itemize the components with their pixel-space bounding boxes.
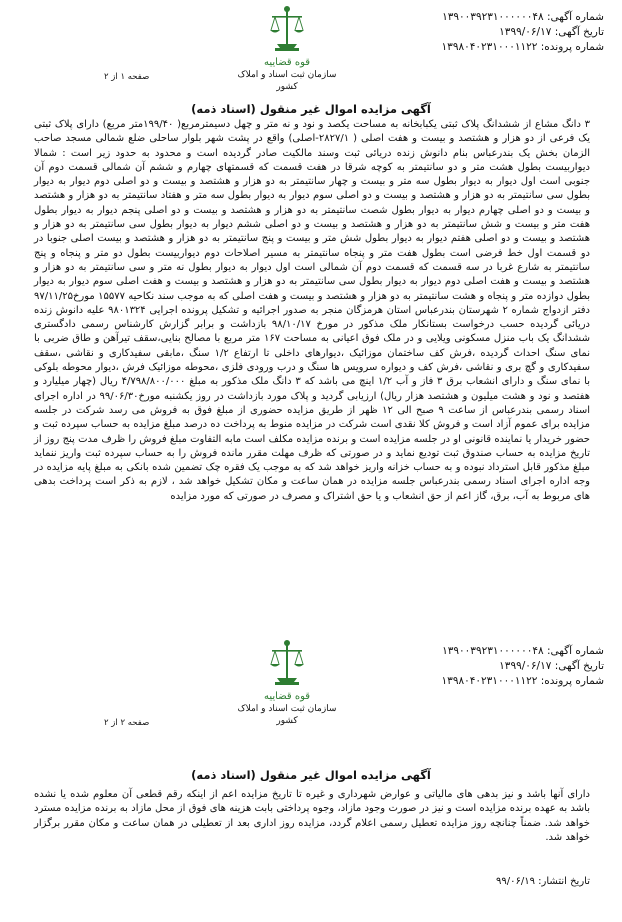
emblem-caption-registry: سازمان ثبت اسناد و املاک کشور [237, 70, 337, 92]
ad-date: تاریخ آگهی: ۱۳۹۹/۰۶/۱۷ [499, 660, 604, 672]
emblem-caption-registry: سازمان ثبت اسناد و املاک کشور [237, 704, 337, 726]
notice1-title: آگهی مزایده اموال غیر منقول (اسناد ذمه) [191, 102, 431, 116]
page-label: صفحه ۱ از ۲ [104, 72, 150, 82]
scales-of-justice-icon [267, 4, 307, 56]
notice2-header [0, 634, 622, 734]
ad-date: تاریخ آگهی: ۱۳۹۹/۰۶/۱۷ [499, 26, 604, 38]
emblem-caption-judiciary: قوه قضاییه [263, 691, 311, 702]
notice1-meta [442, 10, 604, 55]
scales-of-justice-icon [267, 638, 307, 690]
ad-number: شماره آگهی: ۱۳۹۰۰۳۹۲۳۱۰۰۰۰۰۰۴۸ [442, 11, 604, 23]
page-label: صفحه ۲ از ۲ [104, 718, 150, 728]
notice1-header [0, 0, 622, 100]
case-number: شماره پرونده: ۱۳۹۸۰۴۰۲۳۱۰۰۰۱۱۲۲ [441, 41, 604, 53]
ad-number: شماره آگهی: ۱۳۹۰۰۳۹۲۳۱۰۰۰۰۰۰۴۸ [442, 645, 604, 657]
notice2-meta [442, 644, 604, 689]
notice2-title: آگهی مزایده اموال غیر منقول (اسناد ذمه) [191, 768, 431, 782]
notice2-body: دارای آنها باشد و نیز بدهی های مالیاتی و عوارض شهرداری و غیره تا تاریخ مزایده اعم از اینکه رقم قطعی آن معلوم شده یا نشده باشد به عهده برنده مزایده است و نیز در صورت وجود مازاد، وجوه پرداختی بابت هزینه های فوق از محل مازاد به برنده مزایده مسترد خواهد شد. ضمناً چنانچه روز مزایده تعطیل رسمی اعلام گردد، مزایده روز اداری بعد از تعطیلی در همان ساعت و مکان مقرر برگزار خواهد شد. [34, 789, 590, 843]
publish-date: تاریخ انتشار: ۹۹/۰۶/۱۹ [496, 876, 590, 887]
judiciary-emblem [232, 4, 342, 93]
emblem-caption-judiciary: قوه قضاییه [263, 57, 311, 68]
judiciary-emblem [232, 638, 342, 727]
case-number: شماره پرونده: ۱۳۹۸۰۴۰۲۳۱۰۰۰۱۱۲۲ [441, 675, 604, 687]
notice1-body: ۳ دانگ مشاع از ششدانگ پلاک ثبتی یکبابخانه به مساحت یکصد و نود و نه متر و چهل دسیمترمربع( ۱۹۹/۴۰متر مربع) دارای پلاک ثبتی یک فرعی از دو هزار و هشتصد و بیست و هفت اصلی ( ۲۸۲۷/۱-اصلی) واقع در پشت شهر بلوار ساحلی ضلع شمالی مسجد صاحب الزمان بخش یک بندرعباس بنام دانوش زنده دریائی ثبت وسند مالکیت صادر گردیده است و محدود به حدود زیر است : شمالا دیواربیست بطول هشت متر و دو سانتیمتر به کوچه شرقا در هفت قسمت که قسمتهای چهارم و ششم آن شمالی قسمت دوم آن جنوبی است اول دیوار به دیوار بطول سه متر و بیست و چهار سانتیمتر به دو هزار و هشتصد و بیست و دو اصلی دوم دیوار به دیوار بطول سی سانتیمتر به دو هزار و هشتصد و بیست و دو اصلی سوم دیوار به دیوار بطول سه متر و هفتاد سانتیمتر به دو هزار و هشتصد و بیست و دو اصلی چهارم دیوار به دیوار بطول شصت سانتیمتر به دو هزار و هشتصد و بیست و دو اصلی پنجم دیوار به دیوار بطول هفت متر و بیست و شش سانتیمتر به دو هزار و هشتصد و بیست و دو اصلی ششم دیوار به دیوار بطول سی سانتیمتر به دو هزار و هشتصد و بیست و دو اصلی هفتم دیوار به دیوار بطول شش متر و بیست و پنج سانتیمتر به دو هزار و هشتصد و بیست اصلی جنوبا در دو قسمت اول خط فرضی است بطول هفت متر و پنجاه سانتیمتر به مسیر اصلاحات دوم دیواربیست بطول دو متر و پنجاه و پنج سانتیمتر به شارع غربا در سه قسمت که قسمت دوم آن شمالی است اول دیوار به دیوار بطول نه متر و سی سانتیمتر به دو هزار و هشتصد و بیست و هفت اصلی دوم دیوار به دیوار بطول سی سانتیمتر به دو هزار و هشتصد و بیست و هفت اصلی سوم دیوار به دیوار بطول دوازده متر و پنجاه و هشت سانتیمتر به دو هزار و هشتصد و بیست و هفت اصلی که به موجب سند نکاحیه ۱۵۵۷۷ مورخ۹۷/۱۱/۲۵ دفتر ازدواج شماره ۲ شهرستان بندرعباس استان هرمزگان منجر به صدور اجرائیه و تشکیل پرونده اجرایی ۹۸۰۱۳۲۴ علیه دانوش زنده دریائی گردیده حسب درخواست بستانکار ملک مذکور در مورخ ۹۸/۱۰/۱۷ بازداشت و برابر گزارش کارشناس رسمی دادگستری ششدانگ یک باب منزل مسکونی ویلایی و در ملک فوق اعیانی به مساحت ۱۶۷ متر مربع با مصالح بنایی،سقف تیرآهن و طاق ضربی با نمای سنگ احداث گردیده ،فرش کف ساختمان موزائیک ،دیوارهای داخلی تا ارتفاع ۱/۲ سنگ ،مابقی سفیدکاری و نقاشی ،سقف سفیدکاری و گچ بری و نقاشی ،فرش کف و دیواره سرویس ها سنگ و درب ورودی فلزی ،محوطه موزائیک فرش ،دیوار محوطه بلوکی با نمای سنگ و دارای انشعاب برق ۳ فاز و آب ۱/۲ اینچ می باشد که ۳ دانگ ملک مذکور به مبلغ ۴/۷۹۸/۸۰۰/۰۰۰ ریال (چهار میلیارد و هفتصد و نود و هشت میلیون و هشتصد هزار ریال) ارزیابی گردید و پلاک مورد بازداشت در روز یکشنبه مورخ۹۹/۰۶/۳۰ در اداره اجرای اسناد رسمی بندرعباس از ساعت ۹ صبح الی ۱۲ ظهر از طریق مزایده حضوری از مبلغ فوق به فروش می رسد شرکت در جلسه مزایده برای عموم آزاد است و فروش کلا نقدی است شرکت در مزایده منوط به پرداخت ده درصد مبلغ مزایده به حساب سپرده ثبت و حضور خریدار یا نماینده قانونی او در جلسه مزایده است و برنده مزایده مکلف است مابه التفاوت مبلغ فروش را ظرف مدت پنج روز از تاریخ مزایده به حساب صندوق ثبت تودیع نماید و در صورتی که ظرف مهلت مقرر مانده فروش را به حساب سپرده ثبت واریز ننماید مبلغ مذکور قابل استرداد نبوده و به حساب خزانه واریز خواهد شد که به موجب یک فقره چک تضمین شده بانکی به مبلغ پایه مزایده در وجه اداره اجرای اسناد رسمی بندرعباس جلسه مزایده در همان ساعت و مکان تشکیل خواهد شد ، لازم به ذکر است پرداخت بدهی های مربوط به آب، برق، گاز اعم از حق انشعاب و یا حق اشتراک و مصرف در صورتی که مورد مزایده [34, 119, 591, 502]
